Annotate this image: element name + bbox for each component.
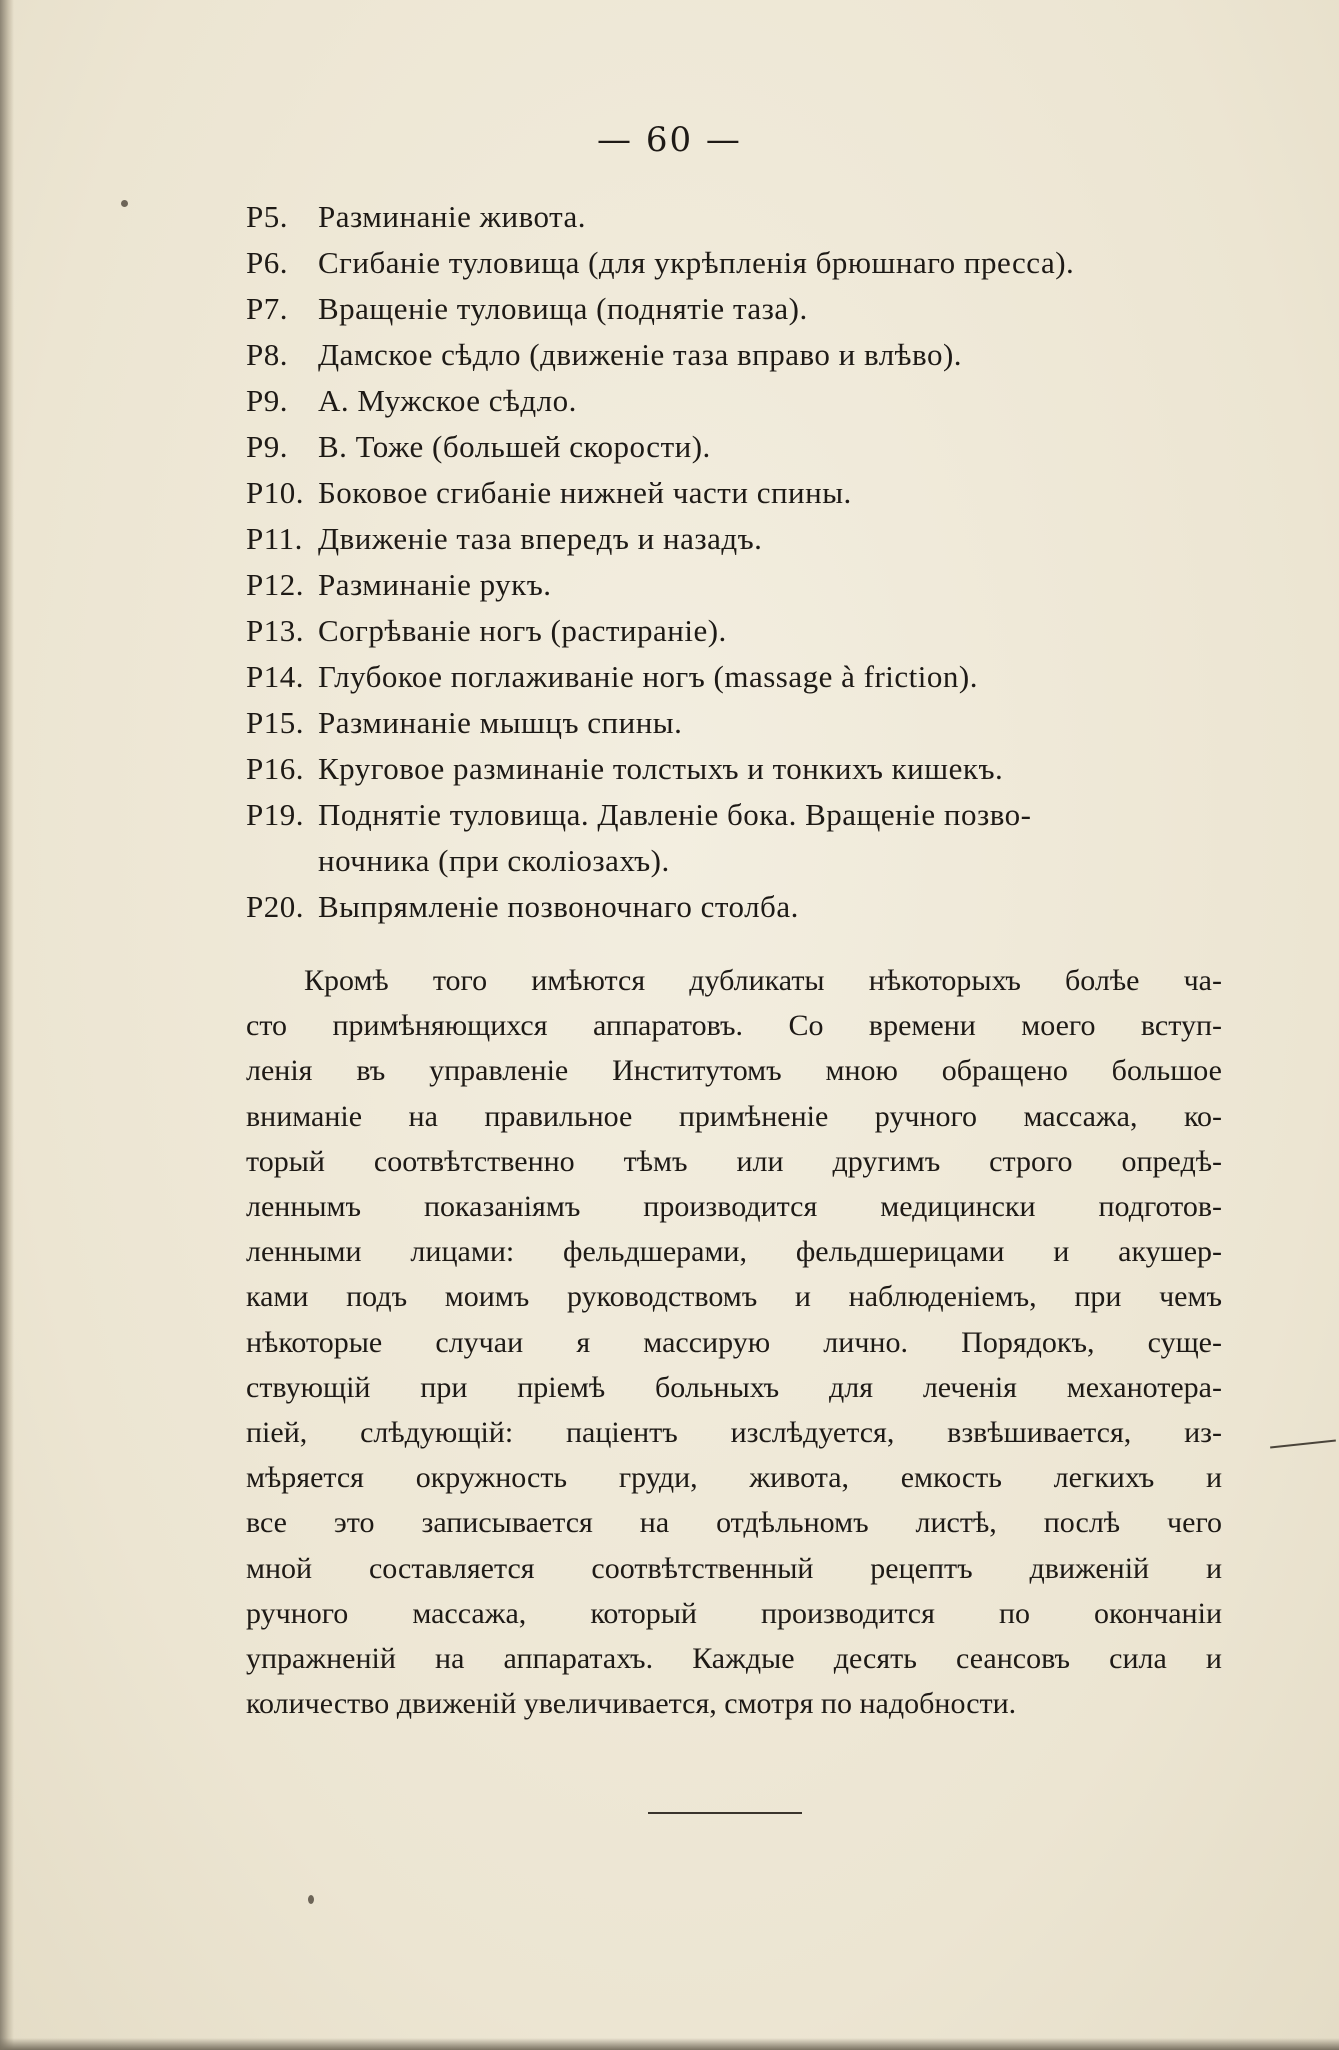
list-item-continuation: ночника (при сколіозахъ).: [318, 843, 670, 878]
list-item-code: P19.: [246, 797, 304, 832]
list-item-text: А. Мужское сѣдло.: [318, 383, 577, 418]
paragraph-line: упражненій на аппаратахъ. Каждые десять сеансовъ сила и: [246, 1642, 1222, 1676]
paragraph-line: ствующій при пріемѣ больныхъ для леченія механотера-: [246, 1370, 1222, 1404]
list-item-text: Движеніе таза впередъ и назадъ.: [318, 521, 763, 556]
list-item: [246, 470, 1246, 516]
pencil-mark: [1270, 1440, 1336, 1449]
paragraph-line: мѣряется окружность груди, живота, емкость легкихъ и: [246, 1461, 1222, 1495]
list-item: [246, 746, 1246, 792]
list-item-text: Круговое разминаніе толстыхъ и тонкихъ кишекъ.: [318, 751, 1004, 786]
page-bottom-edge: [0, 2038, 1339, 2050]
paragraph-line: количество движеній увеличивается, смотря по надобности.: [246, 1687, 1017, 1721]
list-item: [246, 240, 1246, 286]
paragraph-line: мной составляется соотвѣтственный рецептъ движеній и: [246, 1551, 1222, 1585]
paragraph-line: сто примѣняющихся аппаратовъ. Со времени моего вступ-: [246, 1009, 1222, 1043]
list-item-text: Сгибаніе туловища (для укрѣпленія брюшнаго пресса).: [318, 245, 1075, 280]
list-item-text: Вращеніе туловища (поднятіе таза).: [318, 291, 808, 326]
list-item-code: P13.: [246, 613, 304, 648]
paragraph-line: Кромѣ того имѣются дубликаты нѣкоторыхъ болѣе ча-: [304, 964, 1222, 997]
apparatus-list: [246, 194, 1246, 930]
paper-speck: [308, 1895, 314, 1904]
list-item: [246, 332, 1246, 378]
paper-speck: [121, 200, 128, 207]
section-end-rule: [648, 1812, 802, 1814]
list-item-text: Дамское сѣдло (движеніе таза вправо и влѣво).: [318, 337, 963, 372]
list-item-text: Согрѣваніе ногъ (растираніе).: [318, 613, 727, 648]
paragraph-line: нѣкоторые случаи я массирую лично. Порядокъ, суще-: [246, 1325, 1222, 1359]
paragraph-line: ленія въ управленіе Институтомъ мною обращено большое: [246, 1054, 1222, 1088]
list-item-text: В. Тоже (большей скорости).: [318, 429, 711, 464]
body-paragraph: [246, 958, 1222, 1726]
list-item: [246, 378, 1246, 424]
list-item-code: P20.: [246, 889, 304, 924]
paragraph-line: все это записывается на отдѣльномъ листѣ, послѣ чего: [246, 1506, 1222, 1540]
list-item: [246, 516, 1246, 562]
paragraph-line: торый соотвѣтственно тѣмъ или другимъ строго опредѣ-: [246, 1144, 1222, 1178]
list-item-code: P14.: [246, 659, 304, 694]
list-item: [246, 608, 1246, 654]
list-item-text: Поднятіе туловища. Давленіе бока. Вращеніе позво-: [318, 797, 1032, 832]
paragraph-line: ленными лицами: фельдшерами, фельдшерицами и акушер-: [246, 1235, 1222, 1269]
list-item-text: Разминаніе рукъ.: [318, 567, 552, 602]
list-item: [246, 286, 1246, 332]
list-item: [246, 562, 1246, 608]
list-item-text: Выпрямленіе позвоночнаго столба.: [318, 889, 799, 924]
list-item-code: P5.: [246, 199, 288, 234]
list-item: [246, 654, 1246, 700]
list-item: [246, 194, 1246, 240]
page-binding-edge: [0, 0, 14, 2050]
list-item-code: P7.: [246, 291, 288, 326]
paragraph-line: ручного массажа, который производится по окончаніи: [246, 1596, 1222, 1630]
list-item-code: P6.: [246, 245, 288, 280]
paragraph-line: ками подъ моимъ руководствомъ и наблюденіемъ, при чемъ: [246, 1280, 1222, 1314]
list-item-code: P12.: [246, 567, 304, 602]
list-item-code: P16.: [246, 751, 304, 786]
list-item-code: P8.: [246, 337, 288, 372]
list-item-code: P15.: [246, 705, 304, 740]
list-item-code: P9.: [246, 429, 288, 464]
paragraph-line: піей, слѣдующій: паціентъ изслѣдуется, взвѣшивается, из-: [246, 1416, 1222, 1450]
list-item: [246, 424, 1246, 470]
list-item-code: P11.: [246, 521, 303, 556]
page-number: — 60 —: [597, 120, 742, 160]
list-item-text: Боковое сгибаніе нижней части спины.: [318, 475, 852, 510]
paragraph-line: вниманіе на правильное примѣненіе ручного массажа, ко-: [246, 1099, 1222, 1133]
list-item-code: P10.: [246, 475, 304, 510]
paragraph-line: леннымъ показаніямъ производится медицински подготов-: [246, 1190, 1222, 1224]
list-item-text: Разминаніе мышцъ спины.: [318, 705, 683, 740]
list-item-text: Разминаніе живота.: [318, 199, 587, 234]
list-item-text: Глубокое поглаживаніе ногъ (massage à friction).: [318, 659, 978, 694]
list-item: [246, 792, 1246, 884]
list-item: [246, 884, 1246, 930]
list-item: [246, 700, 1246, 746]
list-item-code: P9.: [246, 383, 288, 418]
